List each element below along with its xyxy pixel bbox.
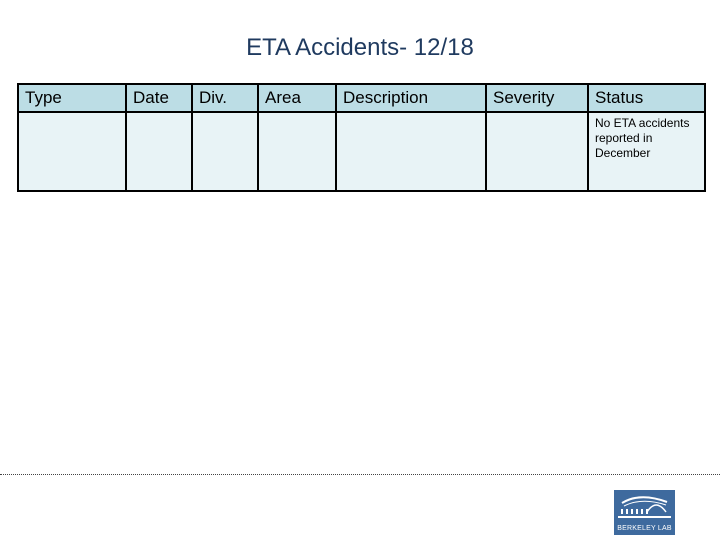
column-header-area: Area bbox=[258, 84, 336, 112]
berkeley-lab-logo bbox=[614, 490, 675, 535]
cell-status: No ETA accidents reported in December bbox=[588, 112, 705, 191]
slide-title: ETA Accidents- 12/18 bbox=[246, 34, 474, 61]
table-row bbox=[18, 112, 705, 191]
cell-type bbox=[18, 112, 126, 191]
cell-area bbox=[258, 112, 336, 191]
cell-date bbox=[126, 112, 192, 191]
column-header-type: Type bbox=[18, 84, 126, 112]
accidents-table bbox=[17, 83, 706, 192]
column-header-severity: Severity bbox=[486, 84, 588, 112]
column-header-status: Status bbox=[588, 84, 705, 112]
berkeley-lab-building-icon bbox=[614, 490, 675, 524]
cell-severity bbox=[486, 112, 588, 191]
column-header-date: Date bbox=[126, 84, 192, 112]
column-header-div: Div. bbox=[192, 84, 258, 112]
table-header-row bbox=[18, 84, 705, 112]
logo-text: BERKELEY LAB bbox=[617, 525, 672, 532]
cell-div bbox=[192, 112, 258, 191]
footer-divider bbox=[0, 474, 720, 475]
column-header-description: Description bbox=[336, 84, 486, 112]
cell-description bbox=[336, 112, 486, 191]
